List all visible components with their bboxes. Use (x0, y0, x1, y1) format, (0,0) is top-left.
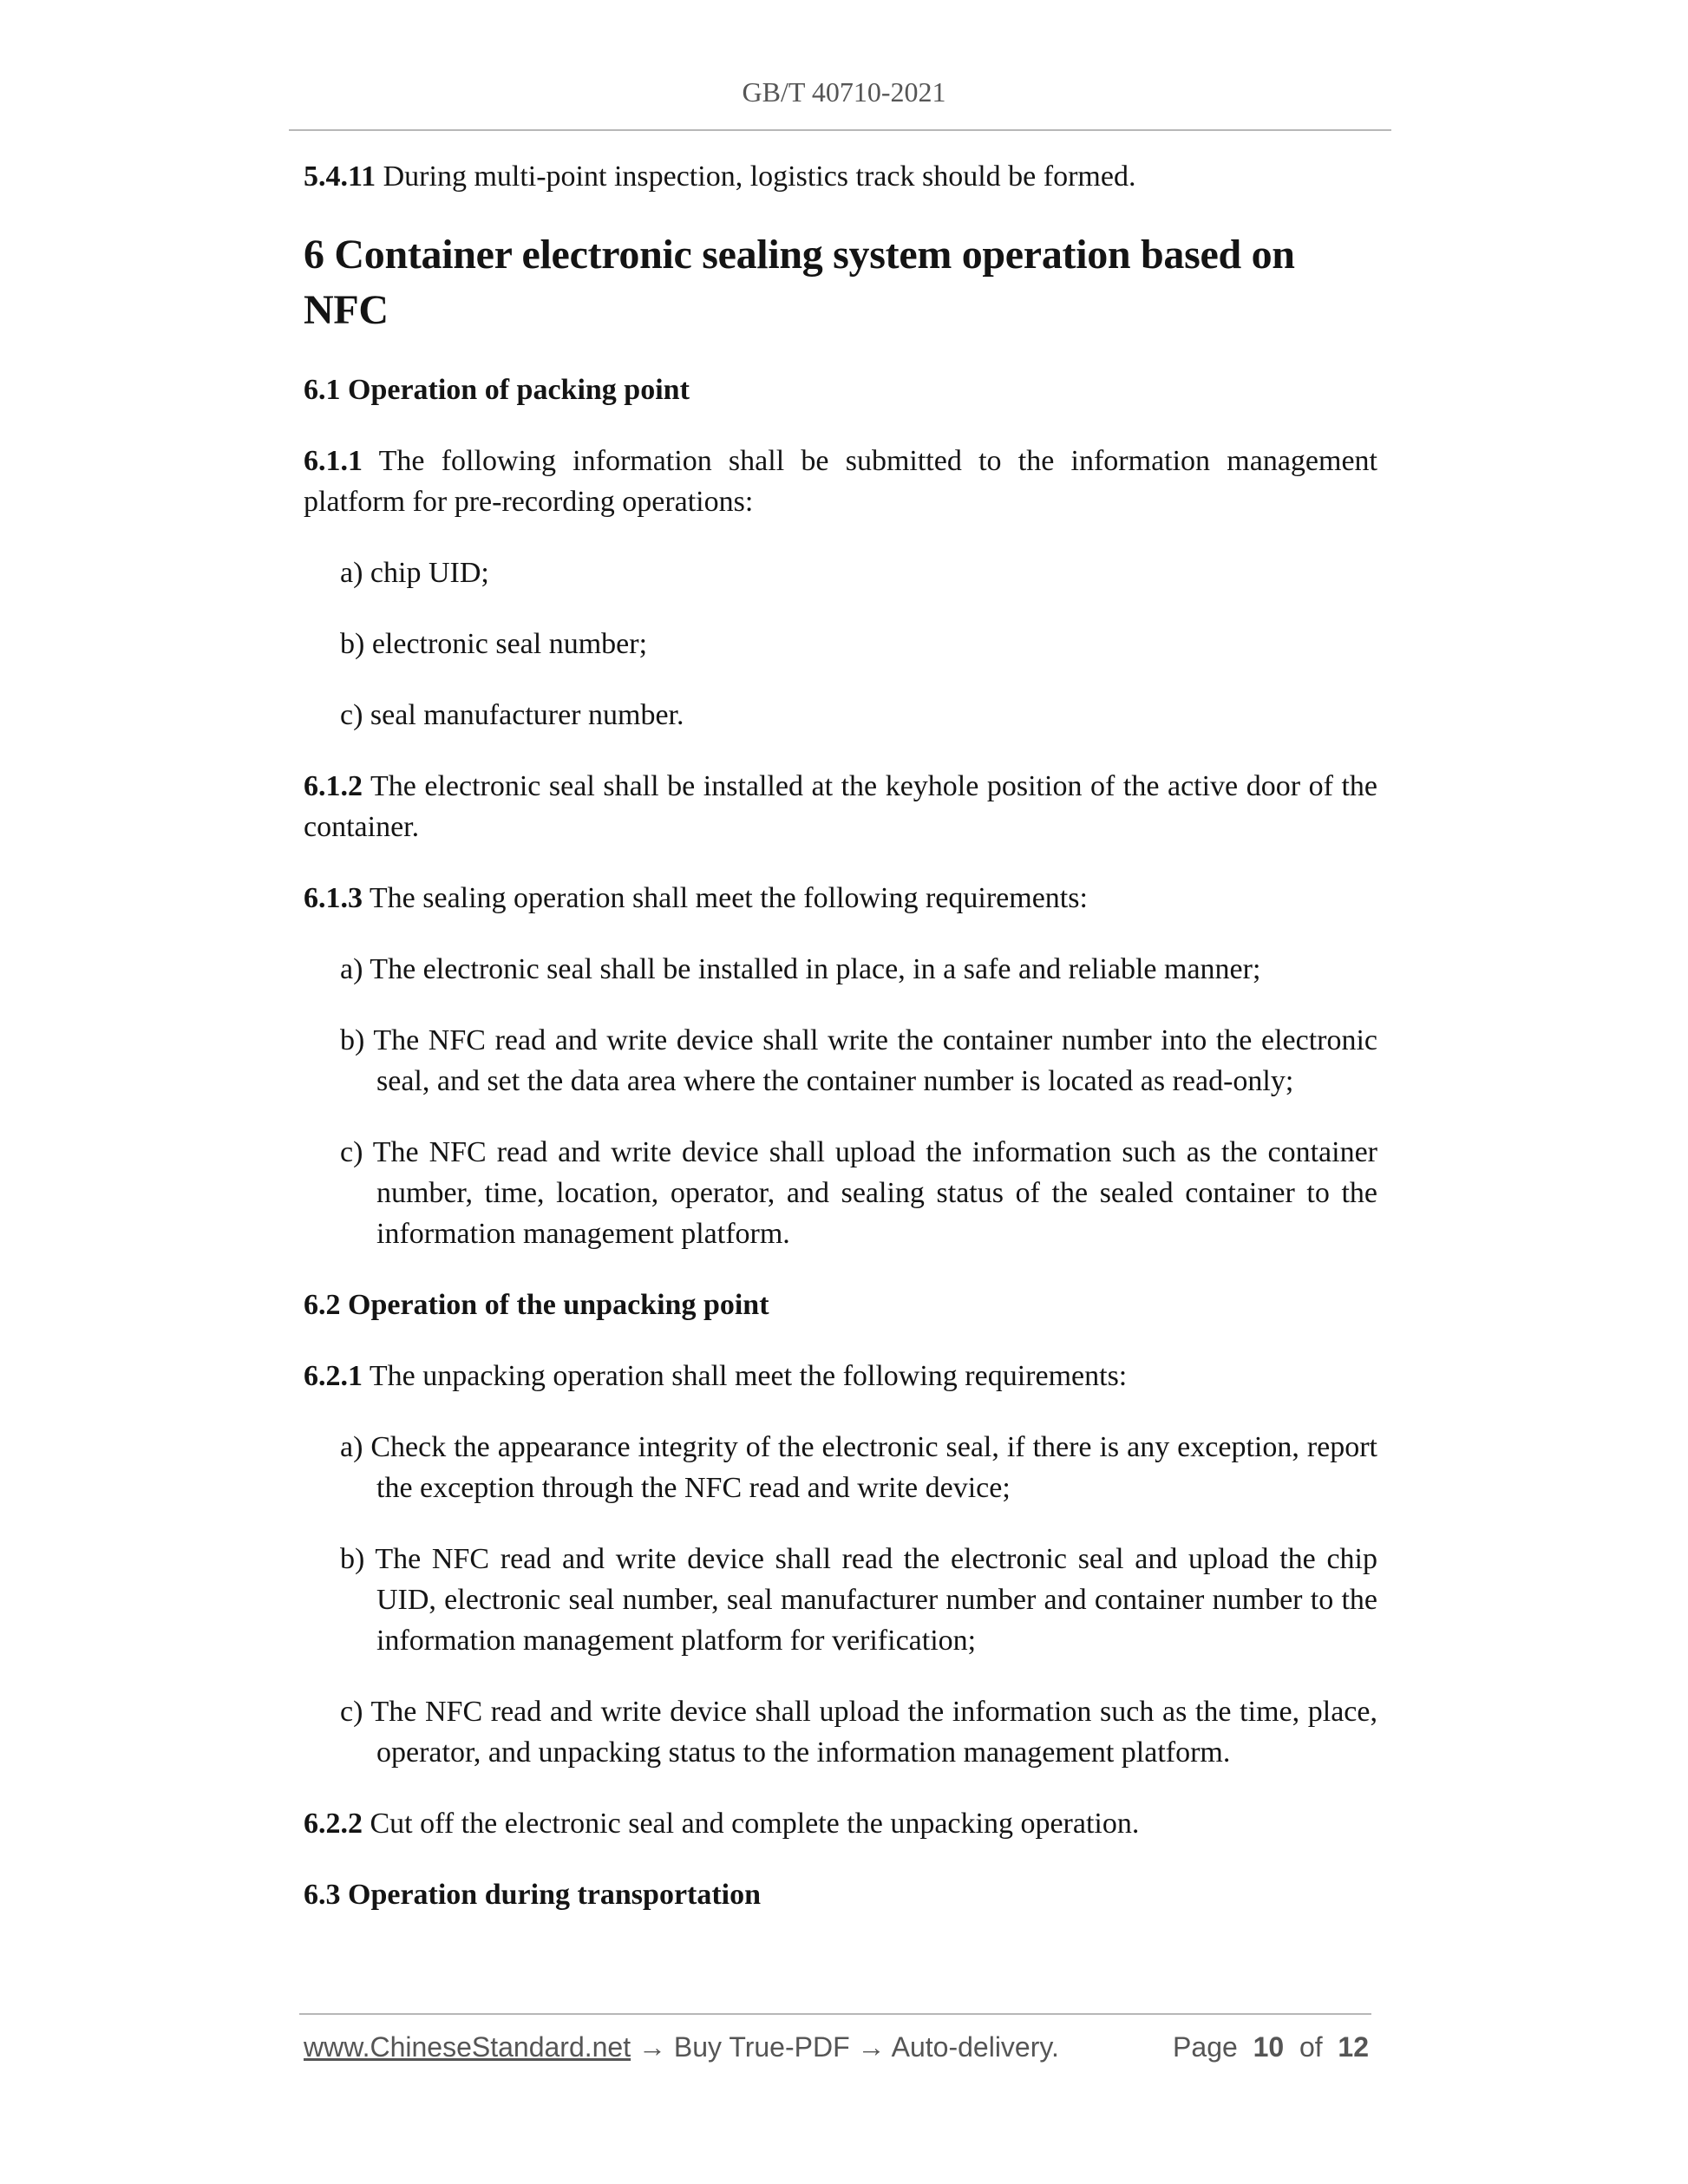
clause-6-2-1 (304, 1356, 1377, 1396)
current-page-number: 10 (1253, 2031, 1285, 2063)
section-6-1-heading: 6.1 Operation of packing point (304, 374, 690, 406)
page-indicator (1173, 2031, 1369, 2063)
footer-tagline: → Buy True-PDF → Auto-delivery. (631, 2031, 1059, 2063)
footer-divider (299, 2013, 1371, 2015)
clause-text: The sealing operation shall meet the following requirements: (363, 882, 1088, 914)
list-item: c) seal manufacturer number. (340, 699, 684, 731)
list-item: a) Check the appearance integrity of the electronic seal, if there is any exception, report the exception through the NFC read and write device; (340, 1431, 1377, 1504)
clause-text: The following information shall be submitted to the information management platform for pre-recording operations: (304, 445, 1377, 518)
clause-text: The unpacking operation shall meet the following requirements: (363, 1360, 1128, 1392)
clause-6-1-3 (304, 878, 1377, 919)
clause-number: 6.1.3 (304, 882, 363, 914)
header-divider (289, 129, 1391, 131)
of-label: of (1299, 2031, 1323, 2063)
clause-number: 5.4.11 (304, 160, 376, 193)
clause-6-1-1 (304, 441, 1377, 522)
section-6-3-heading: 6.3 Operation during transportation (304, 1879, 762, 1911)
list-item: a) chip UID; (340, 557, 489, 589)
section-6-heading: 6 Container electronic sealing system operation based on NFC (304, 232, 1295, 333)
page-content (304, 156, 1377, 1945)
clause-number: 6.2.2 (304, 1808, 363, 1840)
section-6-2-heading: 6.2 Operation of the unpacking point (304, 1289, 769, 1321)
clause-number: 6.1.2 (304, 770, 363, 802)
list-item: b) electronic seal number; (340, 628, 648, 660)
total-pages-number: 12 (1338, 2031, 1369, 2063)
list-item: c) The NFC read and write device shall upload the information such as the time, place, operator, and unpacking status to the information management platform. (340, 1696, 1377, 1769)
clause-text: During multi-point inspection, logistics track should be formed. (376, 160, 1136, 193)
list-item: c) The NFC read and write device shall upload the information such as the container number, time, location, operator, and sealing status of the sealed container to the information management platform. (340, 1136, 1377, 1250)
clause-6-2-2 (304, 1803, 1377, 1844)
clause-number: 6.2.1 (304, 1360, 363, 1392)
list-item: b) The NFC read and write device shall write the container number into the electronic seal, and set the data area where the container number is located as read-only; (340, 1024, 1377, 1097)
clause-5-4-11 (304, 156, 1377, 197)
clause-number: 6.1.1 (304, 445, 363, 477)
footer-promo (304, 2031, 1059, 2063)
page-label: Page (1173, 2031, 1238, 2063)
clause-text: Cut off the electronic seal and complete the unpacking operation. (363, 1808, 1140, 1840)
clause-6-1-2 (304, 766, 1377, 847)
website-link[interactable]: www.ChineseStandard.net (304, 2031, 631, 2063)
clause-text: The electronic seal shall be installed at the keyhole position of the active door of the container. (304, 770, 1377, 843)
list-item: b) The NFC read and write device shall read the electronic seal and upload the chip UID, electronic seal number, seal manufacturer number and container number to the information management platform for verification; (340, 1543, 1377, 1657)
document-id-header: GB/T 40710-2021 (742, 76, 946, 108)
list-item: a) The electronic seal shall be installed in place, in a safe and reliable manner; (340, 953, 1261, 985)
